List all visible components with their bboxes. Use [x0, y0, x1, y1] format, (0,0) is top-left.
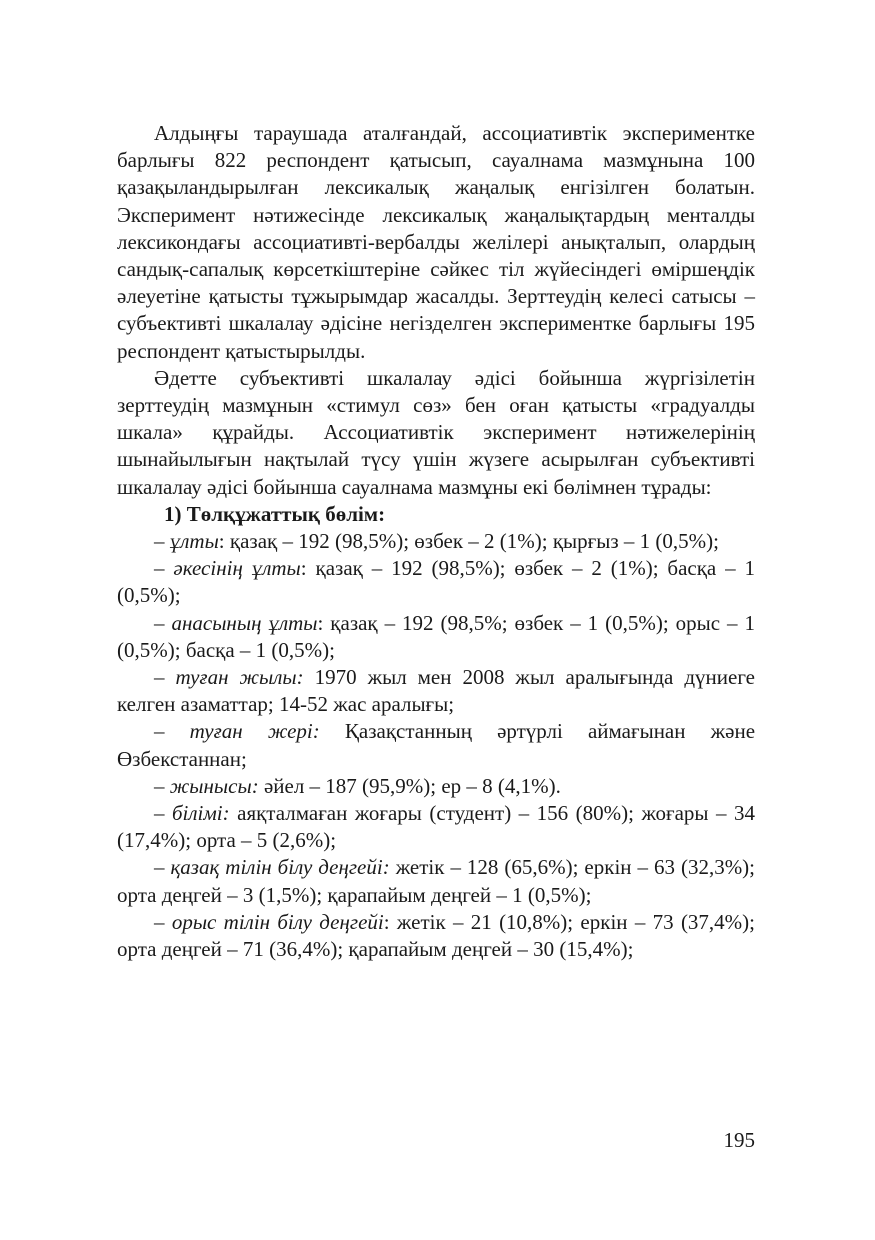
list-item-mother-nationality [117, 610, 755, 664]
list-item-birthplace [117, 718, 755, 772]
item-dash: – [154, 773, 170, 798]
item-label: орыс тілін білу деңгейі [171, 909, 384, 934]
list-item-education [117, 800, 755, 854]
item-label: әкесінің ұлты [173, 556, 301, 581]
item-label: жынысы: [169, 773, 259, 798]
item-text: қазақ – 192 (98,5%); өзбек – 2 (1%); қырғыз – 1 (0,5%); [229, 529, 719, 554]
page-body [117, 120, 755, 963]
list-item-kazakh-level [117, 854, 755, 908]
item-dash: – [154, 529, 170, 554]
item-label: білімі: [172, 801, 230, 826]
item-label: ұлты [169, 529, 219, 554]
item-text: қазақ – 192 (98,5%; өзбек – 1 (0,5%); орыс – 1 (0,5%); басқа – 1 (0,5%); [117, 610, 755, 662]
item-text: жетік – 21 (10,8%); еркін – 73 (37,4%); орта деңгей – 71 (36,4%); қарапайым деңгей – 30 (15,4%); [117, 909, 756, 962]
item-dash: – [154, 556, 174, 581]
list-item-gender [117, 773, 755, 800]
item-text: қазақ – 192 (98,5%); өзбек – 2 (1%); басқа – 1 (0,5%); [117, 556, 755, 608]
item-label: қазақ тілін білу деңгейі: [170, 855, 390, 880]
item-dash: – [154, 801, 172, 826]
item-label: туған жылы: [175, 665, 304, 690]
list-item-russian-level [117, 909, 755, 963]
item-dash: – [154, 719, 190, 744]
item-text: жетік – 128 (65,6%); еркін – 63 (32,3%); орта деңгей – 3 (1,5%); қарапайым деңгей – 1 (0,5%); [117, 855, 756, 907]
list-item-father-nationality [117, 555, 755, 609]
paragraph-method: Әдетте субъективті шкалалау әдісі бойынша жүргізілетін зерттеудің мазмұнын «стимул сөз» бен оған қатысты «градуалды шкала» құрайды. Ассоциативтік эксперимент нәтижелерінің шынайылығын нақтылай түсу үшін жүзеге асырылған субъективті шкалалау әдісі бойынша сауалнама мазмұны екі бөлімнен тұрады: [117, 365, 755, 499]
section-heading: 1) Төлқұжаттық бөлім: [164, 501, 386, 526]
item-dash: – [154, 909, 172, 934]
item-text: Қазақстанның әртүрлі аймағынан және Өзбекстаннан; [117, 719, 756, 771]
item-separator: : [383, 909, 397, 934]
item-dash: – [154, 855, 171, 880]
list-item-birth-year [117, 664, 755, 718]
item-text: аяқталмаған жоғары (студент) – 156 (80%); жоғары – 34 (17,4%); орта – 5 (2,6%); [117, 801, 756, 853]
item-separator [230, 801, 238, 825]
item-label: анасының ұлты [171, 610, 318, 635]
page-number: 195 [723, 1128, 755, 1152]
item-label: туған жері: [189, 719, 320, 744]
item-separator: : [317, 610, 331, 635]
item-separator: : [218, 529, 230, 554]
item-separator: : [300, 556, 316, 581]
item-text: әйел – 187 (95,9%); ер – 8 (4,1%). [263, 773, 561, 798]
item-dash: – [154, 665, 176, 690]
item-separator [304, 665, 315, 689]
paragraph-intro: Алдыңғы тараушада аталғандай, ассоциативтік экспериментке барлығы 822 респондент қатысып, сауалнама мазмұнына 100 қазақыландырылған лексикалық жаңалық енгізілген болатын. Эксперимент нәтижесінде лексикалық жаңалықтардың менталды лексикондағы ассоциативті-вербалды желілері анықталып, олардың сандық-сапалық көрсеткіштеріне сәйкес тіл жүйесіндегі өміршеңдік әлеуетіне қатысты тұжырымдар жасалды. Зерттеудің келесі сатысы – субъективті шкалалау әдісіне негізделген экспериментке барлығы 195 респондент қатыстырылды. [117, 121, 755, 363]
item-separator [320, 719, 345, 743]
list-item-nationality [117, 528, 755, 555]
item-dash: – [154, 610, 172, 635]
item-text: 1970 жыл мен 2008 жыл аралығында дүниеге келген азаматтар; 14-52 жас аралығы; [117, 665, 755, 717]
